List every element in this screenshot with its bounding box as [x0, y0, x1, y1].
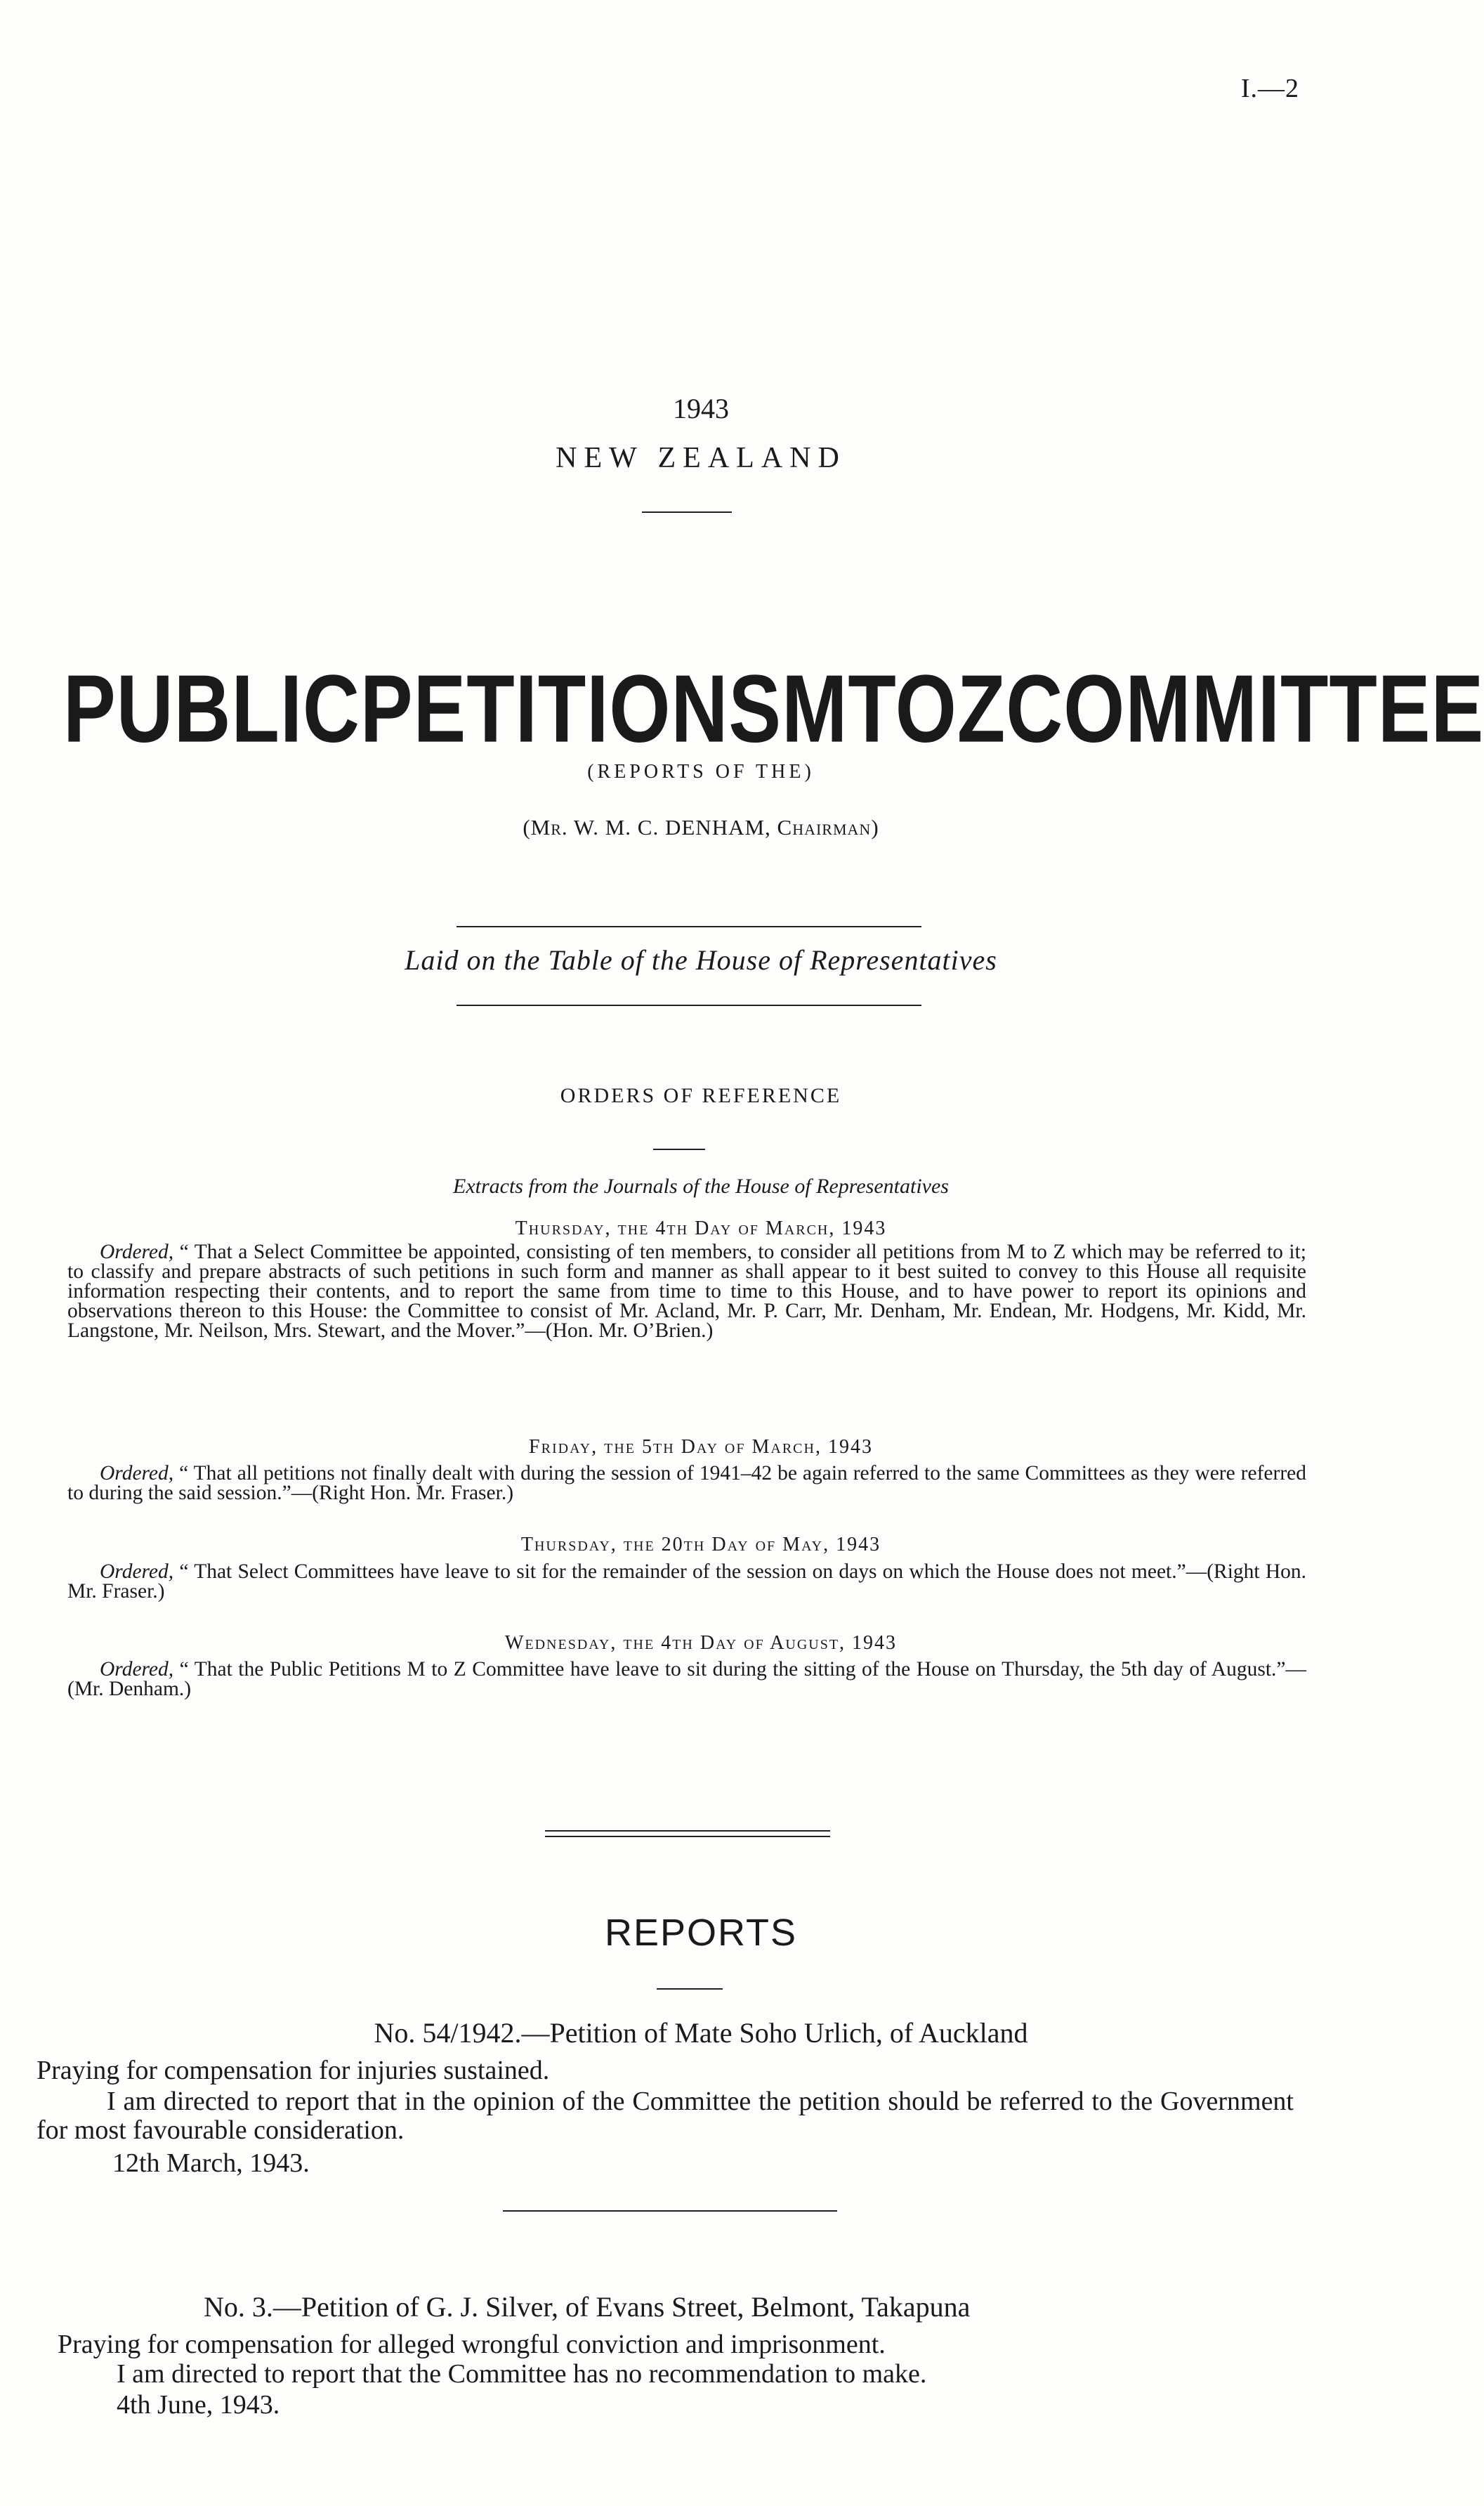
divider: [503, 2210, 837, 2212]
title-word: PUBLIC: [63, 655, 360, 762]
divider: [653, 1149, 705, 1150]
petition-praying: Praying for compensation for injuries sustained.: [37, 2056, 550, 2085]
order-date: Wednesday, the 4th Day of August, 1943: [504, 1632, 898, 1654]
subtitle: (REPORTS OF THE): [587, 761, 815, 783]
order-body: “ That the Public Petitions M to Z Committee have leave to sit during the sitting of the House on Thursday, the 5th day of August.”—(Mr. Denham.): [67, 1658, 1306, 1700]
title-word: M: [782, 655, 848, 762]
divider: [642, 511, 732, 513]
page-reference: I.—2: [1240, 74, 1299, 103]
order-date: Friday, the 5th Day of March, 1943: [529, 1436, 873, 1458]
year: 1943: [673, 393, 729, 424]
petition-heading: No. 54/1942.—Petition of Mate Soho Urlich, of Auckland: [374, 2017, 1028, 2049]
petition-date: 12th March, 1943.: [112, 2148, 310, 2178]
reports-heading: REPORTS: [604, 1912, 798, 1954]
title-word: Z: [957, 655, 1006, 762]
divider: [657, 1988, 723, 1990]
orders-heading: ORDERS OF REFERENCE: [560, 1084, 842, 1107]
divider: [457, 926, 921, 927]
ordered-label: Ordered,: [100, 1658, 174, 1681]
title-word: COMMITTEE: [1006, 655, 1484, 762]
order-text: [67, 1463, 1306, 1503]
document-title: [63, 653, 1484, 764]
petition-praying: Praying for compensation for alleged wrongful conviction and imprisonment.: [58, 2330, 886, 2359]
order-body: “ That Select Committees have leave to sit for the remainder of the session on days on which the House does not meet.”—(Right Hon. Mr. Fraser.): [67, 1560, 1307, 1603]
petition-report: I am directed to report that in the opinion of the Committee the petition should be referred to the Government for most favourable consideration.: [37, 2087, 1294, 2145]
ordered-label: Ordered,: [100, 1560, 174, 1583]
title-word: TO: [848, 655, 957, 762]
country: NEW ZEALAND: [556, 442, 846, 474]
order-date: Thursday, the 4th Day of March, 1943: [515, 1218, 887, 1239]
ordered-label: Ordered,: [100, 1241, 174, 1263]
extracts-line: Extracts from the Journals of the House of Representatives: [453, 1175, 949, 1198]
order-text: [67, 1659, 1306, 1699]
chairman-line: (Mr. W. M. C. DENHAM, Chairman): [523, 815, 879, 840]
petition-date: 4th June, 1943.: [117, 2390, 280, 2420]
petition-report: I am directed to report that the Committee has no recommendation to make.: [117, 2359, 927, 2389]
order-text: [67, 1242, 1306, 1340]
title-word: PETITIONS: [360, 655, 782, 762]
divider: [457, 1005, 921, 1006]
ordered-label: Ordered,: [100, 1462, 174, 1484]
divider: [545, 1830, 830, 1832]
petition-heading: No. 3.—Petition of G. J. Silver, of Evans Street, Belmont, Takapuna: [204, 2291, 971, 2323]
order-date: Thursday, the 20th Day of May, 1943: [520, 1534, 881, 1555]
order-body: “ That a Select Committee be appointed, consisting of ten members, to consider all petitions from M to Z which may be referred to it; to classify and prepare abstracts of such petitions in such form and manner as shall appear to it best suited to convey to this House all requisite information respecting their contents, and to report the same from time to time to this House, and to have power to report its opinions and observations thereon to this House: the Committee to consist of Mr. Acland, Mr. P. Carr, Mr. Denham, Mr. Endean, Mr. Hodgens, Mr. Kidd, Mr. Langstone, Mr. Neilson, Mrs. Stewart, and the Mover.”—(Hon. Mr. O’Brien.): [67, 1241, 1307, 1342]
order-text: [67, 1562, 1306, 1601]
laid-on-table: Laid on the Table of the House of Representatives: [405, 944, 997, 976]
order-body: “ That all petitions not finally dealt with during the session of 1941–42 be again referred to the same Committees as they were referred to during the said session.”—(Right Hon. Mr. Fraser.): [67, 1462, 1307, 1504]
divider: [545, 1836, 830, 1837]
